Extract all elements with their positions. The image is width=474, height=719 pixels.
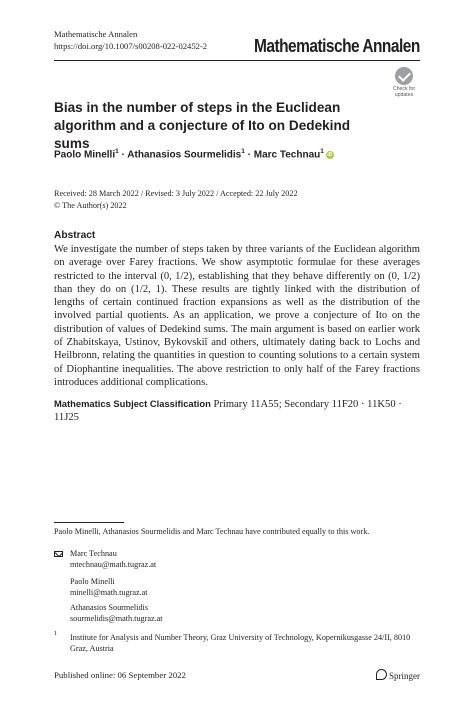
corresponding-author-email[interactable]: mtechnau@math.tugraz.at (70, 560, 157, 569)
author-contact-email[interactable]: sourmelidis@math.tugraz.at (70, 614, 163, 623)
abstract-text: We investigate the number of steps taken by three variants of the Euclidean algorithm on average over Farey fractions. We show asymptotic formulae for these averages restricted to the interval (0, 1/2), establishing that they behave differently on (0, 1/2) than they do on (1/2, 1). These results are tightly linked with the distribution of lengths of certain continued fraction expansions as well as the distribution of the involved partial quotients. As an application, we prove a conjecture of Ito on the distribution of values of Dedekind sums. The main argument is based on earlier work of Zhabitskaya, Ustinov, Bykovskiĭ and others, ultimately dating back to Lochs and Heilbronn, relating the quantities in question to counting solutions to a certain system of Diophantine inequalities. The above restriction to only half of the Farey fractions introduces additional complications. (54, 244, 420, 388)
msc-label: Mathematics Subject Classification (54, 398, 211, 409)
affiliation-number: 1 (54, 630, 58, 637)
author-affiliation-mark: 1 (320, 148, 324, 155)
envelope-icon (54, 551, 63, 557)
msc-codes: Primary 11A55; Secondary 11F20 · 11K50 · 11J25 (54, 399, 402, 424)
subject-classification (54, 397, 420, 425)
check-updates-label: Check for updates (392, 86, 416, 98)
springer-horse-icon (376, 669, 387, 680)
affiliation-address: Institute for Analysis and Number Theory, Graz University of Technology, Kopernikusgasse 24/II, 8010 Graz, Austria (70, 633, 411, 653)
journal-citation (54, 28, 207, 52)
copyright-line: © The Author(s) 2022 (54, 200, 127, 210)
corresponding-author-name: Marc Technau (70, 549, 117, 558)
contribution-footnote: Paolo Minelli, Athanasios Sourmelidis and Marc Technau have contributed equally to this work. (54, 527, 370, 536)
author-affiliation-mark: 1 (241, 148, 245, 155)
author-separator: · (121, 149, 125, 161)
article-history (54, 188, 298, 211)
author-contact-email[interactable]: minelli@math.tugraz.at (70, 588, 148, 597)
paper-title: Bias in the number of steps in the Euclidean algorithm and a conjecture of Ito on Dedekind sums (54, 100, 351, 151)
publisher-name: Springer (389, 671, 420, 681)
abstract-heading: Abstract (54, 230, 96, 241)
header-divider (54, 60, 420, 61)
check-for-updates-badge[interactable] (389, 67, 419, 101)
footnote-divider (54, 522, 124, 523)
author-separator: · (247, 149, 251, 161)
author-contact-name: Paolo Minelli (70, 577, 115, 586)
author-name[interactable]: Paolo Minelli (54, 149, 116, 161)
orcid-icon[interactable]: iD (327, 152, 333, 159)
author-name[interactable]: Marc Technau (253, 149, 321, 161)
journal-name: Mathematische Annalen (54, 29, 138, 39)
article-dates: Received: 28 March 2022 / Revised: 3 July 2022 / Accepted: 22 July 2022 (54, 189, 298, 198)
check-updates-icon (395, 67, 413, 85)
author-list (54, 148, 334, 160)
author-affiliation-mark: 1 (115, 148, 119, 155)
published-date: Published online: 06 September 2022 (54, 670, 186, 680)
author-contact-name: Athanasios Sourmelidis (70, 603, 149, 612)
author-name[interactable]: Athanasios Sourmelidis (127, 149, 242, 161)
doi-link[interactable]: https://doi.org/10.1007/s00208-022-02452-2 (54, 41, 208, 51)
publisher-logo (376, 669, 420, 681)
journal-banner: Mathematische Annalen (254, 36, 420, 56)
